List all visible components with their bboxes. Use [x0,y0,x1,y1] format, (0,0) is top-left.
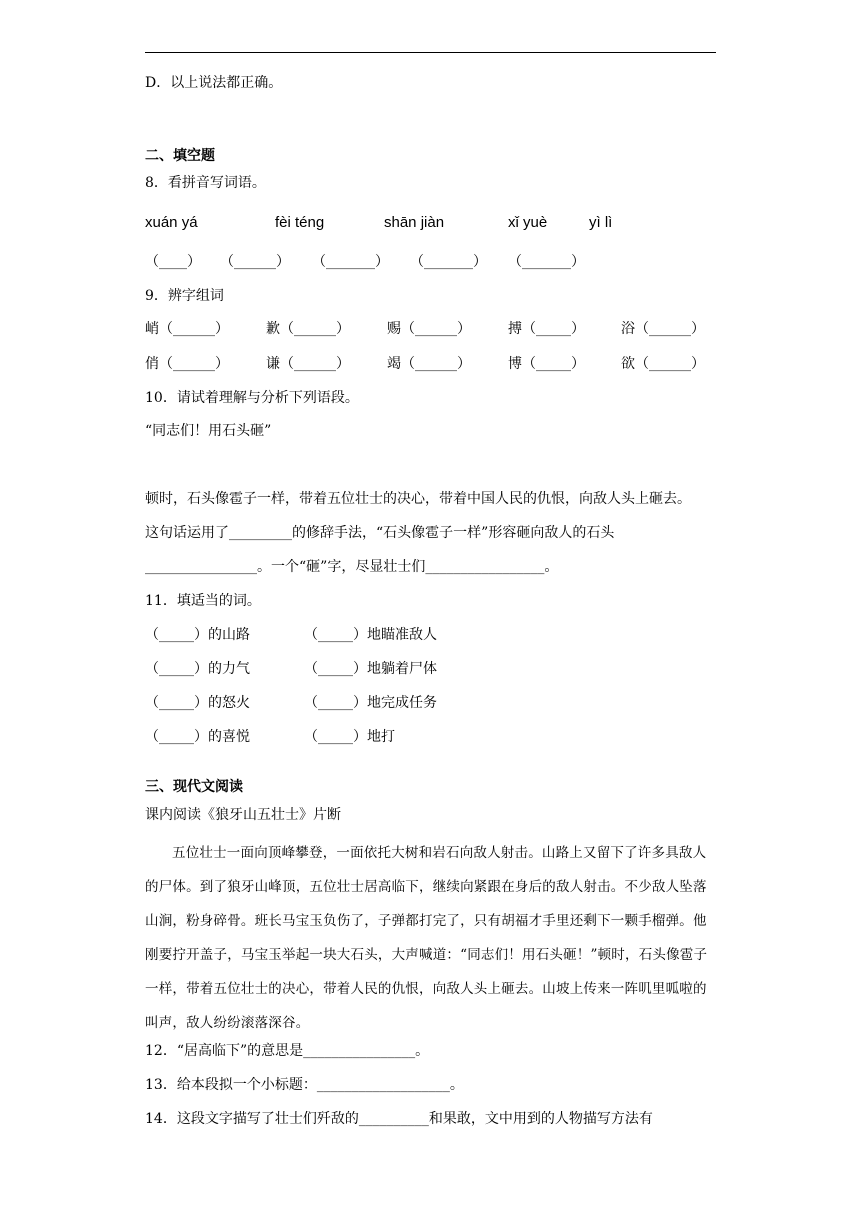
q9-row1-item-5[interactable]: 浴（______） [621,321,705,337]
q13[interactable]: 13．给本段拟一个小标题：___________________。 [145,1077,464,1093]
q11-left-4[interactable]: （_____）的喜悦 [145,729,250,745]
pinyin-4: xǐ yuè [508,214,548,231]
section-3-title: 三、现代文阅读 [145,779,243,795]
section-2-title: 二、填空题 [145,148,215,164]
q11-left-2[interactable]: （_____）的力气 [145,661,250,677]
q8-stem: 8．看拼音写词语。 [145,175,266,191]
q8-blank-5[interactable]: （_______） [508,254,585,270]
q8-blank-1[interactable]: （____） [145,254,201,270]
q11-right-2[interactable]: （_____）地躺着尸体 [304,661,437,677]
q8-blank-4[interactable]: （_______） [410,254,487,270]
q11-stem: 11．填适当的词。 [145,593,261,609]
reading-passage [145,836,717,1040]
pinyin-1: xuán yá [145,214,198,231]
pinyin-5: yì lì [589,214,613,231]
q12[interactable]: 12．“居高临下”的意思是________________。 [145,1043,430,1059]
q11-right-4[interactable]: （_____）地打 [304,729,395,745]
q9-stem: 9．辨字组词 [145,288,224,304]
q9-row2-item-1[interactable]: 俏（______） [145,356,229,372]
q10-stem: 10．请试着理解与分析下列语段。 [145,390,359,406]
q9-row2-item-3[interactable]: 竭（______） [387,356,471,372]
q9-row2-item-4[interactable]: 博（_____） [508,356,585,372]
q10-line-1: 顿时，石头像雹子一样，带着五位壮士的决心，带着中国人民的仇恨，向敌人头上砸去。 [145,491,691,507]
q10-quote: “同志们！用石头砸” [145,423,272,439]
header-rule [145,52,716,53]
q7-option-d: D．以上说法都正确。 [145,75,283,91]
reading-title: 课内阅读《狼牙山五壮士》片断 [145,807,341,823]
pinyin-2: fèi téng [275,214,325,231]
q11-left-1[interactable]: （_____）的山路 [145,627,250,643]
q10-line-3[interactable]: ________________。一个“砸”字，尽显壮士们_________________。 [145,559,559,575]
q8-blank-2[interactable]: （______） [220,254,290,270]
q11-left-3[interactable]: （_____）的怒火 [145,695,250,711]
q10-line-2[interactable]: 这句话运用了_________的修辞手法，“石头像雹子一样”形容砸向敌人的石头 [145,525,615,541]
q9-row1-item-3[interactable]: 赐（______） [387,321,471,337]
q9-row2-item-2[interactable]: 谦（______） [266,356,350,372]
q9-row1-item-2[interactable]: 歉（______） [266,321,350,337]
q9-row1-item-1[interactable]: 峭（______） [145,321,229,337]
q9-row1-item-4[interactable]: 搏（_____） [508,321,585,337]
q8-blank-3[interactable]: （_______） [312,254,389,270]
q11-right-1[interactable]: （_____）地瞄准敌人 [304,627,437,643]
q11-right-3[interactable]: （_____）地完成任务 [304,695,437,711]
q14[interactable]: 14．这段文字描写了壮士们歼敌的__________和果敢，文中用到的人物描写方法有 [145,1111,653,1127]
pinyin-3: shān jiàn [384,214,445,231]
reading-passage-text: 五位壮士一面向顶峰攀登，一面依托大树和岩石向敌人射击。山路上又留下了许多具敌人的尸体。到了狼牙山峰顶，五位壮士居高临下，继续向紧跟在身后的敌人射击。不少敌人坠落山涧，粉身碎骨。班长马宝玉负伤了，子弹都打完了，只有胡福才手里还剩下一颗手榴弹。他刚要拧开盖子，马宝玉举起一块大石头，大声喊道：“同志们！用石头砸！”顿时，石头像雹子一样，带着五位壮士的决心，带着人民的仇恨，向敌人头上砸去。山坡上传来一阵叽里呱啦的叫声，敌人纷纷滚落深谷。 [145,845,708,1031]
q9-row2-item-5[interactable]: 欲（______） [621,356,705,372]
